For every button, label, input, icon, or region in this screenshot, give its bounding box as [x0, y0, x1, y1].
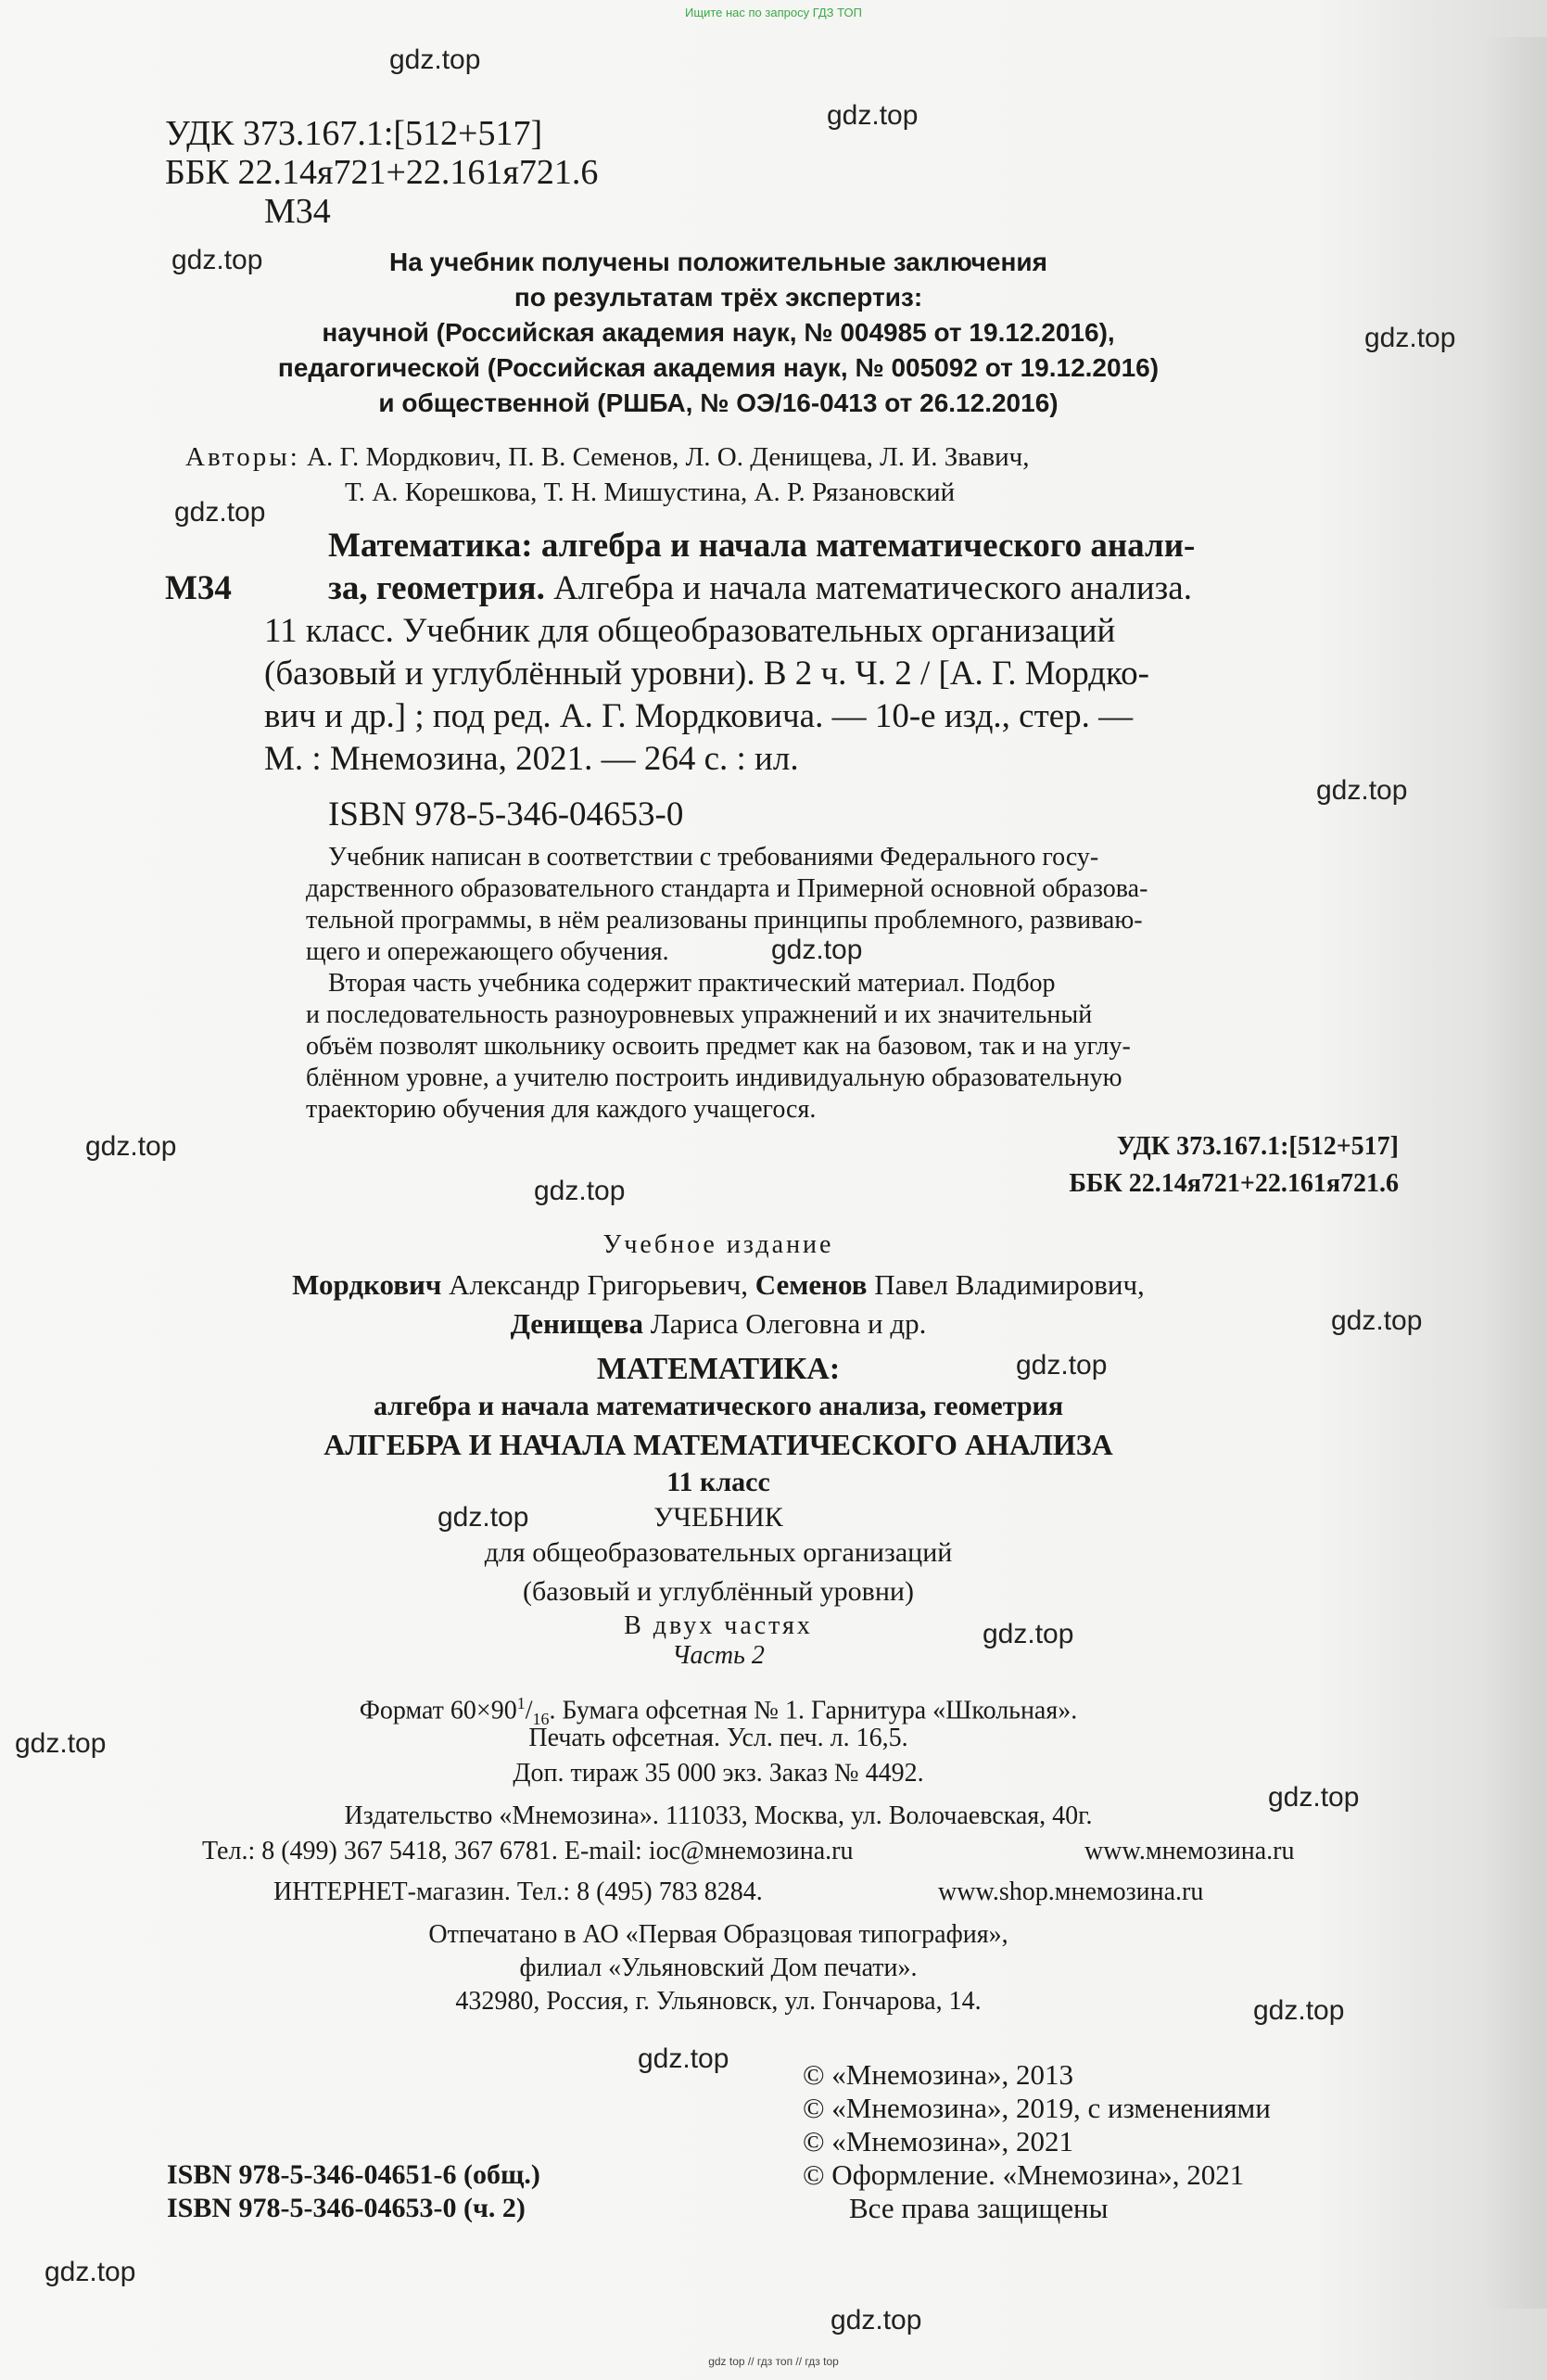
- top-search-hint[interactable]: Ищите нас по запросу ГДЗ ТОП: [685, 6, 862, 19]
- watermark-text[interactable]: gdz.top: [15, 1728, 107, 1759]
- isbn-block: [167, 2158, 540, 2225]
- entry-line-4: (базовый и углублённый уровни). В 2 ч. Ч. 2 / [А. Г. Мордко-: [264, 655, 1149, 693]
- authors-label: Авторы:: [185, 442, 300, 472]
- edition-authors-2: [167, 1307, 1270, 1341]
- watermark-text[interactable]: gdz.top: [44, 2257, 136, 2287]
- edition-title: МАТЕМАТИКА:: [596, 1352, 841, 1386]
- imprint-printed-1: Отпечатано в АО «Первая Образцовая типография»,: [428, 1920, 1008, 1949]
- author-name: Лариса Олеговна и др.: [650, 1307, 927, 1340]
- bottom-hint[interactable]: gdz top // гдз топ // гдз top: [708, 2355, 839, 2368]
- watermark-text[interactable]: gdz.top: [1364, 323, 1456, 353]
- edition-type: Учебное издание: [602, 1230, 834, 1259]
- abstract-line: блённом уровне, а учителю построить индивидуальную образовательную: [306, 1063, 1122, 1092]
- authors-names: А. Г. Мордкович, П. В. Семенов, Л. О. Денищева, Л. И. Звавич,: [307, 442, 1030, 472]
- imprint-format: Формат $60\times 90^1/_{16}$. Бумага офсетная № 1. Гарнитура «Школьная».: [359, 1694, 1078, 1728]
- author-surname: Мордкович: [292, 1268, 442, 1301]
- author-name: Павел Владимирович,: [874, 1268, 1145, 1301]
- edition-levels: (базовый и углублённый уровни): [523, 1576, 914, 1607]
- entry-title-rest: Алгебра и начала математического анализа.: [553, 569, 1192, 607]
- imprint-site: www.мнемозина.ru: [1084, 1837, 1295, 1865]
- entry-line-5: вич и др.] ; под ред. А. Г. Мордковича. — 10-е изд., стер. —: [264, 697, 1134, 735]
- abstract-line: траекторию обучения для каждого учащегося.: [306, 1095, 817, 1124]
- format-text: Формат 60×90: [359, 1696, 517, 1725]
- watermark-text[interactable]: gdz.top: [85, 1131, 177, 1162]
- watermark-text[interactable]: gdz.top: [1016, 1350, 1108, 1381]
- udk-code-right: УДК 373.167.1:[512+517]: [1116, 1132, 1399, 1161]
- isbn-line: ISBN 978-5-346-04653-0 (ч. 2): [167, 2193, 526, 2223]
- page-edge-shadow: [1482, 37, 1547, 2309]
- imprint-printed-2: филиал «Ульяновский Дом печати».: [519, 1954, 918, 1982]
- entry-title-bold: за, геометрия.: [328, 569, 545, 607]
- format-sup: 1: [516, 1694, 526, 1712]
- edition-grade: 11 класс: [666, 1467, 770, 1497]
- entry-isbn: ISBN 978-5-346-04653-0: [328, 795, 684, 834]
- entry-title-line-1: Математика: алгебра и начала математического анали-: [328, 527, 1196, 565]
- watermark-text[interactable]: gdz.top: [437, 1502, 529, 1533]
- expertise-line: На учебник получены положительные заключения: [389, 248, 1047, 276]
- entry-line-3: 11 класс. Учебник для общеобразовательных организаций: [264, 612, 1116, 650]
- imprint-publisher: Издательство «Мнемозина». 111033, Москва, ул. Волочаевская, 40г.: [344, 1801, 1093, 1830]
- watermark-text[interactable]: gdz.top: [983, 1619, 1074, 1649]
- watermark-text[interactable]: gdz.top: [171, 245, 263, 275]
- udk-code: УДК 373.167.1:[512+517]: [165, 114, 543, 153]
- expertise-line: педагогической (Российская академия наук, № 005092 от 19.12.2016): [277, 353, 1160, 382]
- isbn-line: ISBN 978-5-346-04651-6 (общ.): [167, 2159, 540, 2190]
- watermark-text[interactable]: gdz.top: [1268, 1782, 1360, 1813]
- copyright-line: © «Мнемозина», 2021: [803, 2125, 1074, 2157]
- imprint-tel: Тел.: 8 (499) 367 5418, 367 6781. E-mail: ioc@мнемозина.ru: [202, 1837, 854, 1865]
- watermark-text[interactable]: gdz.top: [389, 45, 481, 75]
- copyright-line: © «Мнемозина», 2013: [803, 2058, 1074, 2091]
- bbk-code-right: ББК 22.14я721+22.161я721.6: [1069, 1169, 1399, 1198]
- edition-subtitle: алгебра и начала математического анализа, геометрия: [373, 1391, 1064, 1421]
- author-name: Александр Григорьевич,: [449, 1268, 748, 1301]
- abstract-line: дарственного образовательного стандарта и Примерной основной образова-: [306, 874, 1148, 903]
- copyright-line: © Оформление. «Мнемозина», 2021: [803, 2158, 1245, 2191]
- entry-code: М34: [165, 569, 232, 607]
- expertise-block: [167, 245, 1270, 421]
- expertise-line: и общественной (РШБА, № ОЭ/16-0413 от 26.12.2016): [378, 388, 1059, 417]
- watermark-text[interactable]: gdz.top: [831, 2305, 922, 2335]
- authors-line-2: Т. А. Корешкова, Т. Н. Мишустина, А. Р. Рязановский: [345, 477, 956, 507]
- abstract-line: Учебник написан в соответствии с требованиями Федерального госу-: [328, 843, 1099, 872]
- entry-title-line-2: [328, 567, 1192, 610]
- imprint-printed-3: 432980, Россия, г. Ульяновск, ул. Гончарова, 14.: [455, 1987, 982, 2016]
- imprint-shop-tel: ИНТЕРНЕТ-магазин. Тел.: 8 (495) 783 8284.: [273, 1877, 763, 1906]
- watermark-text[interactable]: gdz.top: [1331, 1305, 1423, 1336]
- format-sub: 16: [532, 1709, 550, 1728]
- abstract-line: тельной программы, в нём реализованы принципы проблемного, развиваю-: [306, 906, 1143, 935]
- expertise-line: научной (Российская академия наук, № 004985 от 19.12.2016),: [322, 318, 1115, 347]
- copyright-line: © «Мнемозина», 2019, с изменениями: [803, 2092, 1271, 2124]
- abstract-line: щего и опережающего обучения.: [306, 937, 669, 966]
- copyright-line: Все права защищены: [849, 2192, 1109, 2224]
- watermark-text[interactable]: gdz.top: [1316, 775, 1408, 806]
- imprint-run: Доп. тираж 35 000 экз. Заказ № 4492.: [513, 1759, 924, 1788]
- watermark-text[interactable]: gdz.top: [1253, 1995, 1345, 2026]
- watermark-text[interactable]: gdz.top: [638, 2043, 729, 2074]
- edition-parts: В двух частях: [624, 1611, 813, 1640]
- bbk-code: ББК 22.14я721+22.161я721.6: [165, 153, 599, 192]
- edition-for: для общеобразовательных организаций: [484, 1537, 953, 1568]
- imprint-shop-site: www.shop.мнемозина.ru: [938, 1877, 1204, 1906]
- watermark-text[interactable]: gdz.top: [771, 935, 863, 965]
- entry-line-6: М. : Мнемозина, 2021. — 264 с. : ил.: [264, 740, 799, 778]
- edition-authors-1: [167, 1268, 1270, 1302]
- author-surname: Семенов: [754, 1268, 868, 1301]
- abstract-line: объём позволят школьнику освоить предмет как на базовом, так и на углу-: [306, 1032, 1131, 1061]
- author-surname: Денищева: [510, 1307, 643, 1340]
- edition-part: Часть 2: [672, 1641, 765, 1670]
- author-mark: М34: [264, 192, 331, 231]
- abstract-line: и последовательность разноуровневых упражнений и их значительный: [306, 1000, 1093, 1029]
- expertise-line: по результатам трёх экспертиз:: [514, 283, 923, 312]
- format-text-rest: . Бумага офсетная № 1. Гарнитура «Школьная».: [549, 1696, 1078, 1725]
- edition-kind: УЧЕБНИК: [653, 1502, 783, 1533]
- authors-line-1: [185, 439, 1030, 475]
- imprint-print: Печать офсетная. Усл. печ. л. 16,5.: [528, 1724, 908, 1752]
- watermark-text[interactable]: gdz.top: [827, 100, 919, 131]
- abstract-line: Вторая часть учебника содержит практический материал. Подбор: [328, 969, 1056, 998]
- watermark-text[interactable]: gdz.top: [534, 1176, 626, 1206]
- edition-subtitle-2: АЛГЕБРА И НАЧАЛА МАТЕМАТИЧЕСКОГО АНАЛИЗА: [323, 1428, 1113, 1461]
- copyright-block: [803, 2058, 1271, 2225]
- watermark-text[interactable]: gdz.top: [174, 497, 266, 528]
